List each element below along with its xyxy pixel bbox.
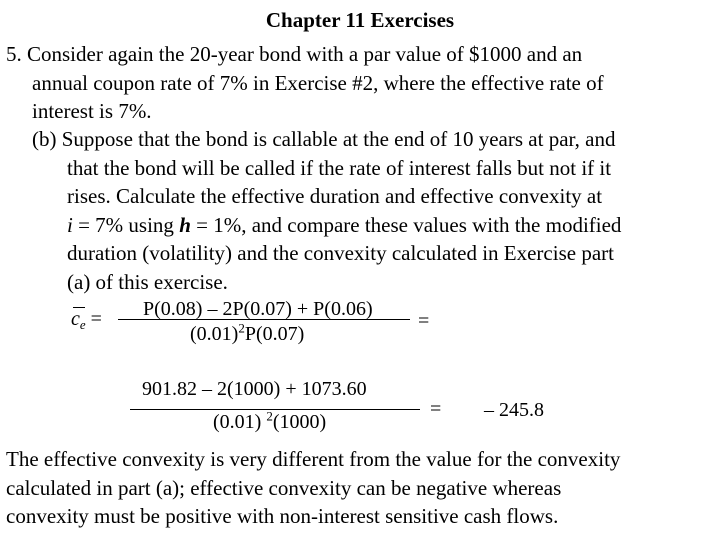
numeric-evaluation — [0, 378, 620, 438]
page-title: Chapter 11 Exercises — [265, 8, 455, 32]
formula-equals: = — [418, 310, 430, 332]
numeric-denominator: (0.01) $^2$(1000) — [213, 408, 327, 433]
part-b-line-1: (b) Suppose that the bond is callable at the end of 10 years at par, and — [32, 127, 616, 151]
formula-numerator: P(0.08) – 2P(0.07) + P(0.06) — [143, 298, 373, 320]
part-b-line-3: rises. Calculate the effective duration and effective convexity at — [67, 184, 603, 208]
part-b-line-6: (a) of this exercise. — [67, 269, 228, 294]
part-b-label: (b) — [32, 127, 57, 151]
numeric-result: – 245.8 — [484, 399, 544, 421]
problem-statement — [6, 40, 604, 126]
part-b-line-2: that the bond will be called if the rate of interest falls but not if it — [67, 155, 612, 180]
numeric-numerator: 901.82 – 2(1000) + 1073.60 — [142, 378, 367, 400]
conclusion-line-3: convexity must be positive with non-interest sensitive cash flows. — [6, 504, 559, 528]
problem-line-2: annual coupon rate of 7% in Exercise #2, where the effective rate of — [32, 70, 604, 95]
part-b-line-5: duration (volatility) and the convexity calculated in Exercise part — [67, 241, 614, 265]
part-b-line-4: i = 7% using h = 1%, and compare these values with the modified — [67, 212, 622, 237]
effective-convexity-formula — [0, 298, 460, 358]
problem-number: 5. — [6, 42, 22, 66]
numeric-fraction-bar — [130, 409, 420, 410]
conclusion-line-1: The effective convexity is very different from the value for the convexity — [6, 447, 621, 471]
conclusion-line-2: calculated in part (a); effective convexity can be negative whereas — [6, 475, 562, 500]
problem-line-1: 5. Consider again the 20-year bond with a par value of $1000 and an — [6, 42, 583, 66]
fraction-bar — [118, 319, 410, 320]
problem-line-3: interest is 7%. — [32, 99, 152, 123]
numeric-equals: = — [430, 398, 442, 420]
formula-lhs: $c_e$ = — [71, 308, 102, 332]
part-b-statement — [32, 125, 621, 296]
conclusion-paragraph — [6, 445, 620, 531]
formula-denominator: $(0.01)^2P(0.07)$ — [190, 320, 305, 345]
